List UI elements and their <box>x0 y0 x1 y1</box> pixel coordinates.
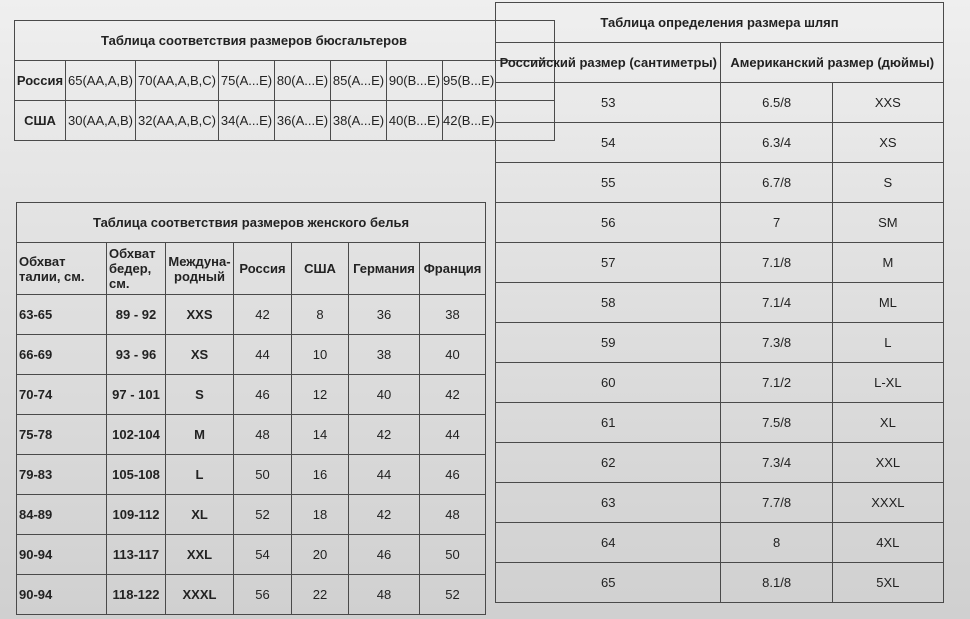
table-row <box>496 443 944 483</box>
bra-cell: 32(AA,A,B,C) <box>136 101 219 141</box>
russia-cell: 52 <box>234 495 292 535</box>
hat-header-row <box>496 43 944 83</box>
hat-size-table <box>495 2 944 603</box>
hips-cell: 97 - 101 <box>107 375 166 415</box>
letter-size-cell: XL <box>832 403 943 443</box>
letter-size-cell: L-XL <box>832 363 943 403</box>
hips-cell: 113-117 <box>107 535 166 575</box>
bra-cell: 34(A...E) <box>219 101 275 141</box>
france-cell: 50 <box>420 535 486 575</box>
us-size-cell: 6.3/4 <box>721 123 832 163</box>
intl-cell: XXXL <box>166 575 234 615</box>
header-waist: Обхват талии, см. <box>17 243 107 295</box>
us-size-cell: 8.1/8 <box>721 563 832 603</box>
bra-size-table <box>14 20 555 141</box>
germany-cell: 42 <box>349 495 420 535</box>
header-ru-size: Российский размер (сантиметры) <box>496 43 721 83</box>
ru-size-cell: 60 <box>496 363 721 403</box>
ru-size-cell: 55 <box>496 163 721 203</box>
hat-table-title: Таблица определения размера шляп <box>496 3 944 43</box>
us-size-cell: 7.1/8 <box>721 243 832 283</box>
waist-cell: 66-69 <box>17 335 107 375</box>
france-cell: 38 <box>420 295 486 335</box>
intl-cell: S <box>166 375 234 415</box>
intl-cell: XL <box>166 495 234 535</box>
letter-size-cell: L <box>832 323 943 363</box>
bra-cell: 95(B...E) <box>443 61 555 101</box>
ru-size-cell: 57 <box>496 243 721 283</box>
lingerie-header-row <box>17 243 486 295</box>
header-hips: Обхват бедер, см. <box>107 243 166 295</box>
table-row <box>496 363 944 403</box>
table-row <box>496 203 944 243</box>
us-size-cell: 7.1/2 <box>721 363 832 403</box>
france-cell: 40 <box>420 335 486 375</box>
us-size-cell: 6.5/8 <box>721 83 832 123</box>
header-international: Междуна-родный <box>166 243 234 295</box>
ru-size-cell: 58 <box>496 283 721 323</box>
bra-row-label: Россия <box>15 61 66 101</box>
us-size-cell: 6.7/8 <box>721 163 832 203</box>
hips-cell: 89 - 92 <box>107 295 166 335</box>
bra-size-table-viewport <box>14 20 495 144</box>
waist-cell: 90-94 <box>17 535 107 575</box>
germany-cell: 46 <box>349 535 420 575</box>
ru-size-cell: 65 <box>496 563 721 603</box>
france-cell: 44 <box>420 415 486 455</box>
lingerie-table-title: Таблица соответствия размеров женского белья <box>17 203 486 243</box>
france-cell: 52 <box>420 575 486 615</box>
intl-cell: XXS <box>166 295 234 335</box>
us-size-cell: 7 <box>721 203 832 243</box>
table-row <box>17 335 486 375</box>
germany-cell: 40 <box>349 375 420 415</box>
bra-table-title: Таблица соответствия размеров бюсгальтеров <box>15 21 555 61</box>
waist-cell: 70-74 <box>17 375 107 415</box>
usa-cell: 22 <box>292 575 349 615</box>
hips-cell: 93 - 96 <box>107 335 166 375</box>
bra-row-usa <box>15 101 555 141</box>
intl-cell: XXL <box>166 535 234 575</box>
bra-row-label: США <box>15 101 66 141</box>
letter-size-cell: XXS <box>832 83 943 123</box>
ru-size-cell: 53 <box>496 83 721 123</box>
letter-size-cell: SM <box>832 203 943 243</box>
bra-cell: 85(A...E) <box>331 61 387 101</box>
table-row <box>496 323 944 363</box>
table-row <box>496 83 944 123</box>
bra-cell: 90(B...E) <box>387 61 443 101</box>
table-row <box>496 403 944 443</box>
bra-cell: 30(AA,A,B) <box>66 101 136 141</box>
table-row <box>496 563 944 603</box>
bra-cell: 65(AA,A,B) <box>66 61 136 101</box>
header-us-size: Американский размер (дюймы) <box>721 43 944 83</box>
lingerie-size-table <box>16 202 486 615</box>
russia-cell: 48 <box>234 415 292 455</box>
table-row <box>17 415 486 455</box>
waist-cell: 63-65 <box>17 295 107 335</box>
hips-cell: 105-108 <box>107 455 166 495</box>
germany-cell: 36 <box>349 295 420 335</box>
header-usa: США <box>292 243 349 295</box>
usa-cell: 10 <box>292 335 349 375</box>
table-row <box>17 455 486 495</box>
usa-cell: 18 <box>292 495 349 535</box>
ru-size-cell: 54 <box>496 123 721 163</box>
germany-cell: 44 <box>349 455 420 495</box>
russia-cell: 42 <box>234 295 292 335</box>
russia-cell: 44 <box>234 335 292 375</box>
us-size-cell: 7.3/4 <box>721 443 832 483</box>
letter-size-cell: 4XL <box>832 523 943 563</box>
letter-size-cell: XXL <box>832 443 943 483</box>
usa-cell: 14 <box>292 415 349 455</box>
bra-cell: 80(A...E) <box>275 61 331 101</box>
france-cell: 48 <box>420 495 486 535</box>
table-row <box>496 283 944 323</box>
waist-cell: 75-78 <box>17 415 107 455</box>
intl-cell: L <box>166 455 234 495</box>
usa-cell: 20 <box>292 535 349 575</box>
bra-cell: 38(A...E) <box>331 101 387 141</box>
france-cell: 42 <box>420 375 486 415</box>
table-row <box>496 163 944 203</box>
usa-cell: 8 <box>292 295 349 335</box>
table-row <box>17 575 486 615</box>
letter-size-cell: 5XL <box>832 563 943 603</box>
usa-cell: 16 <box>292 455 349 495</box>
ru-size-cell: 59 <box>496 323 721 363</box>
letter-size-cell: S <box>832 163 943 203</box>
bra-cell: 40(B...E) <box>387 101 443 141</box>
table-row <box>17 375 486 415</box>
germany-cell: 38 <box>349 335 420 375</box>
letter-size-cell: ML <box>832 283 943 323</box>
ru-size-cell: 56 <box>496 203 721 243</box>
usa-cell: 12 <box>292 375 349 415</box>
waist-cell: 79-83 <box>17 455 107 495</box>
bra-cell: 36(A...E) <box>275 101 331 141</box>
hips-cell: 109-112 <box>107 495 166 535</box>
letter-size-cell: XXXL <box>832 483 943 523</box>
intl-cell: XS <box>166 335 234 375</box>
bra-cell: 70(AA,A,B,C) <box>136 61 219 101</box>
us-size-cell: 7.3/8 <box>721 323 832 363</box>
hips-cell: 118-122 <box>107 575 166 615</box>
hips-cell: 102-104 <box>107 415 166 455</box>
waist-cell: 84-89 <box>17 495 107 535</box>
russia-cell: 46 <box>234 375 292 415</box>
ru-size-cell: 64 <box>496 523 721 563</box>
bra-cell: 75(A...E) <box>219 61 275 101</box>
us-size-cell: 7.5/8 <box>721 403 832 443</box>
france-cell: 46 <box>420 455 486 495</box>
waist-cell: 90-94 <box>17 575 107 615</box>
germany-cell: 42 <box>349 415 420 455</box>
bra-row-russia <box>15 61 555 101</box>
russia-cell: 56 <box>234 575 292 615</box>
letter-size-cell: M <box>832 243 943 283</box>
ru-size-cell: 62 <box>496 443 721 483</box>
us-size-cell: 7.1/4 <box>721 283 832 323</box>
germany-cell: 48 <box>349 575 420 615</box>
russia-cell: 54 <box>234 535 292 575</box>
ru-size-cell: 63 <box>496 483 721 523</box>
table-row <box>17 295 486 335</box>
intl-cell: M <box>166 415 234 455</box>
header-germany: Германия <box>349 243 420 295</box>
lingerie-table-body <box>17 295 486 615</box>
us-size-cell: 8 <box>721 523 832 563</box>
table-row <box>496 243 944 283</box>
bra-cell: 42(B...E) <box>443 101 555 141</box>
table-row <box>496 523 944 563</box>
letter-size-cell: XS <box>832 123 943 163</box>
table-row <box>496 123 944 163</box>
header-russia: Россия <box>234 243 292 295</box>
hat-table-body <box>496 83 944 603</box>
ru-size-cell: 61 <box>496 403 721 443</box>
header-france: Франция <box>420 243 486 295</box>
table-row <box>496 483 944 523</box>
us-size-cell: 7.7/8 <box>721 483 832 523</box>
table-row <box>17 535 486 575</box>
russia-cell: 50 <box>234 455 292 495</box>
table-row <box>17 495 486 535</box>
